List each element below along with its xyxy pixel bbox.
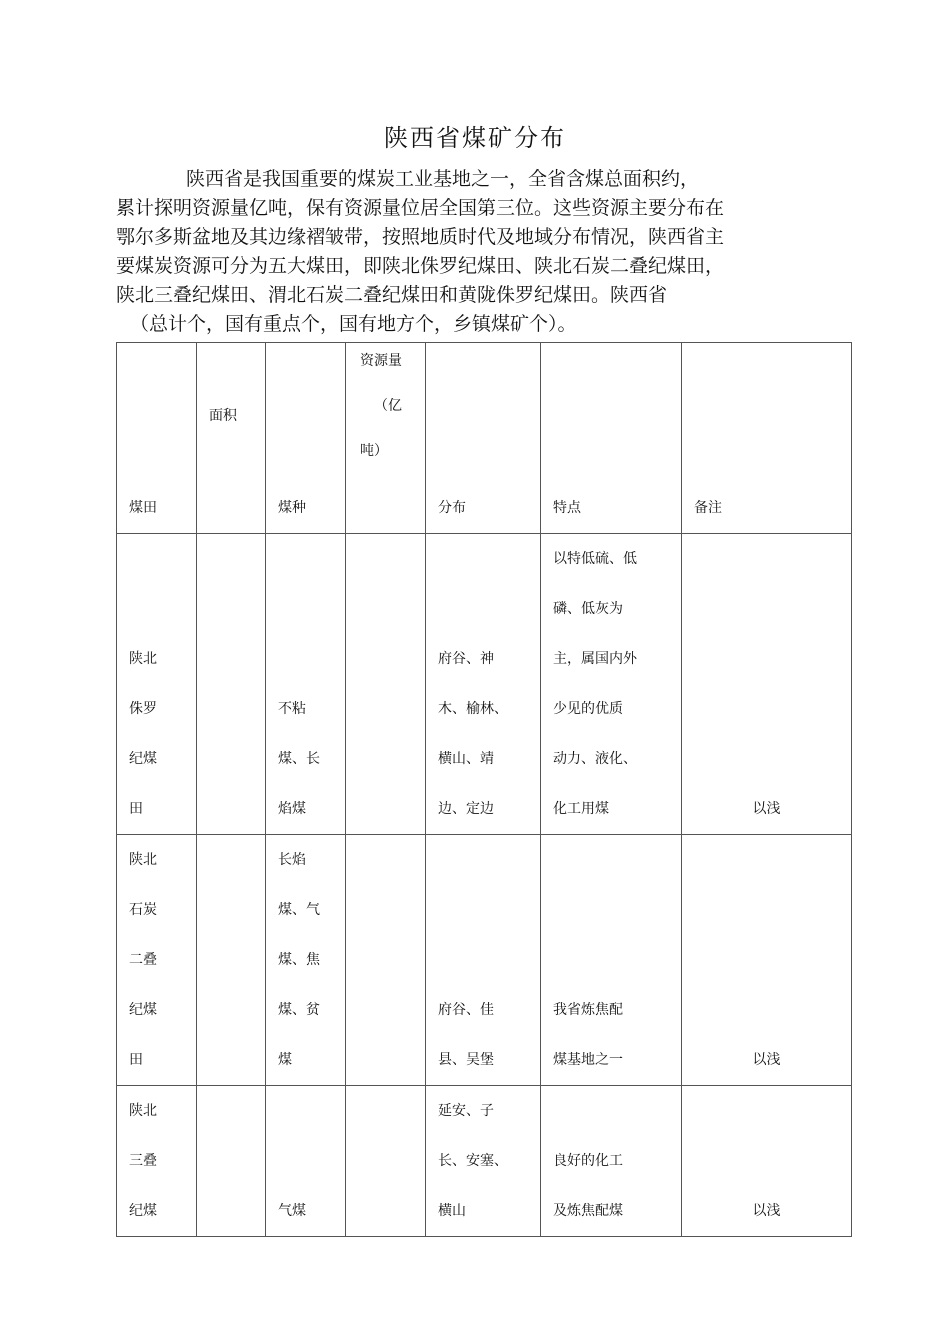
paragraph-line: 鄂尔多斯盆地及其边缘褶皱带，按照地质时代及地域分布情况，陕西省主: [116, 226, 725, 248]
cell-resource: [346, 835, 426, 1086]
paragraph-line: （总计个，国有重点个，国有地方个，乡镇煤矿个）。: [130, 313, 577, 335]
cell-resource: [346, 534, 426, 835]
cell-resource: [346, 1086, 426, 1237]
table-header-row: [117, 343, 852, 534]
header-remarks: 备注: [682, 343, 852, 534]
header-coal-type: 煤种: [266, 343, 346, 534]
cell-coalfield: 陕北 三叠 纪煤: [117, 1086, 197, 1237]
header-distribution: 分布: [426, 343, 541, 534]
cell-features: 我省炼焦配 煤基地之一: [541, 835, 682, 1086]
cell-coal-type: 不粘 煤、长 焰煤: [266, 534, 346, 835]
cell-distribution: 延安、子 长、安塞、 横山: [426, 1086, 541, 1237]
paragraph-line: 陕西省是我国重要的煤炭工业基地之一，全省含煤总面积约，: [186, 168, 700, 190]
cell-area: [197, 1086, 266, 1237]
cell-coal-type: 长焰 煤、气 煤、焦 煤、贫 煤: [266, 835, 346, 1086]
table-row: [117, 1086, 852, 1237]
paragraph-line: 陕北三叠纪煤田、渭北石炭二叠纪煤田和黄陇侏罗纪煤田。陕西省: [116, 284, 668, 306]
header-area: 面积: [197, 343, 266, 534]
cell-coalfield: 陕北 石炭 二叠 纪煤 田: [117, 835, 197, 1086]
table-row: [117, 835, 852, 1086]
cell-coal-type: 气煤: [266, 1086, 346, 1237]
document-title: 陕西省煤矿分布: [384, 124, 566, 152]
header-coalfield: 煤田: [117, 343, 197, 534]
header-resource-line: 吨）: [360, 443, 388, 459]
header-resource: [346, 343, 426, 534]
table-row: [117, 534, 852, 835]
cell-area: [197, 534, 266, 835]
cell-features: 以特低硫、低 磷、低灰为 主，属国内外 少见的优质 动力、液化、 化工用煤: [541, 534, 682, 835]
cell-remarks: 以浅: [682, 1086, 852, 1237]
cell-remarks: 以浅: [682, 835, 852, 1086]
intro-paragraph: [116, 165, 856, 339]
cell-coalfield: 陕北 侏罗 纪煤 田: [117, 534, 197, 835]
cell-remarks: 以浅: [682, 534, 852, 835]
cell-area: [197, 835, 266, 1086]
header-resource-line: 资源量: [360, 353, 402, 369]
paragraph-line: 累计探明资源量亿吨，保有资源量位居全国第三位。这些资源主要分布在: [116, 197, 725, 219]
cell-distribution: 府谷、神 木、榆林、 横山、靖 边、定边: [426, 534, 541, 835]
cell-features: 良好的化工 及炼焦配煤: [541, 1086, 682, 1237]
header-features: 特点: [541, 343, 682, 534]
paragraph-line: 要煤炭资源可分为五大煤田，即陕北侏罗纪煤田、陕北石炭二叠纪煤田，: [116, 255, 725, 277]
header-resource-line: （亿: [374, 398, 402, 414]
coalfield-table: [116, 342, 852, 1237]
cell-distribution: 府谷、佳 县、吴堡: [426, 835, 541, 1086]
